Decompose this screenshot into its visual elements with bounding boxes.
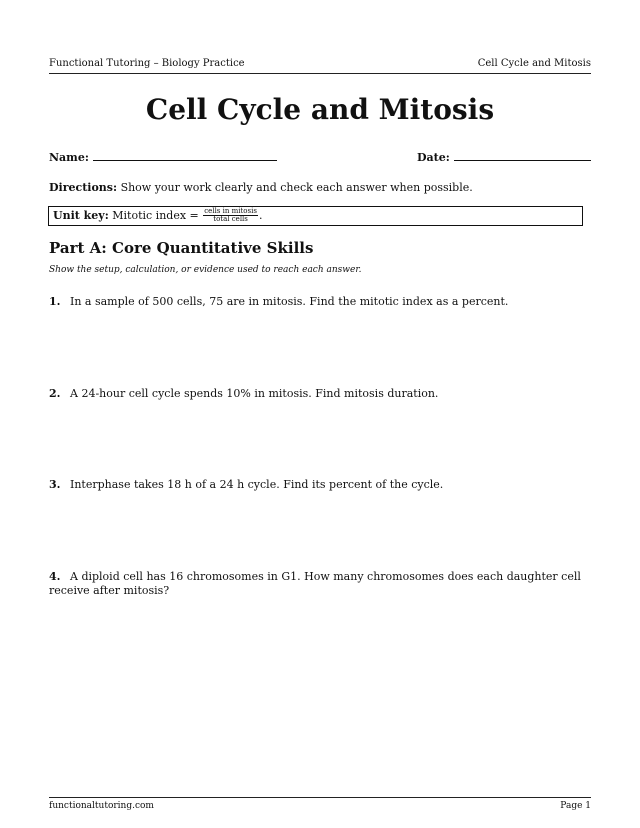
unit-key-box (48, 206, 583, 226)
fraction-numerator: cells in mitosis (204, 206, 257, 215)
question-number: 3. (49, 478, 61, 491)
question-1 (49, 295, 591, 309)
name-blank-line[interactable] (93, 149, 277, 161)
directions-text: Show your work clearly and check each answer when possible. (120, 181, 473, 194)
name-field (49, 149, 277, 165)
footer-page-number: Page 1 (560, 801, 591, 811)
unit-key-text: Mitotic index = (112, 209, 199, 222)
question-text: A diploid cell has 16 chromosomes in G1. How many chromosomes does each daughter cell receive after mitosis? (49, 570, 581, 597)
question-2 (49, 387, 591, 401)
part-a-title: Part A: Core Quantitative Skills (49, 239, 314, 257)
date-field (417, 149, 591, 165)
question-number: 1. (49, 295, 61, 308)
directions-label: Directions: (49, 181, 118, 194)
footer-website: functionaltutoring.com (49, 801, 154, 811)
unit-key-end: . (258, 209, 263, 222)
question-number: 4. (49, 570, 61, 583)
name-label: Name: (49, 151, 89, 164)
header-left: Functional Tutoring – Biology Practice (49, 58, 245, 69)
unit-key-label: Unit key: (53, 209, 109, 222)
question-text: Interphase takes 18 h of a 24 h cycle. Find its percent of the cycle. (70, 478, 444, 491)
mitotic-index-fraction (203, 208, 258, 223)
question-text: In a sample of 500 cells, 75 are in mitosis. Find the mitotic index as a percent. (70, 295, 509, 308)
header-right: Cell Cycle and Mitosis (477, 58, 591, 69)
date-blank-line[interactable] (454, 149, 591, 161)
question-4 (49, 570, 591, 598)
directions (49, 181, 591, 195)
page-header (49, 58, 591, 74)
fraction-denominator: total cells (213, 214, 248, 223)
page-title: Cell Cycle and Mitosis (145, 93, 495, 126)
question-3 (49, 478, 591, 492)
part-a-subtitle: Show the setup, calculation, or evidence used to reach each answer. (49, 265, 362, 275)
date-label: Date: (417, 151, 450, 164)
page-footer (49, 797, 591, 811)
question-text: A 24-hour cell cycle spends 10% in mitosis. Find mitosis duration. (70, 387, 439, 400)
question-number: 2. (49, 387, 61, 400)
